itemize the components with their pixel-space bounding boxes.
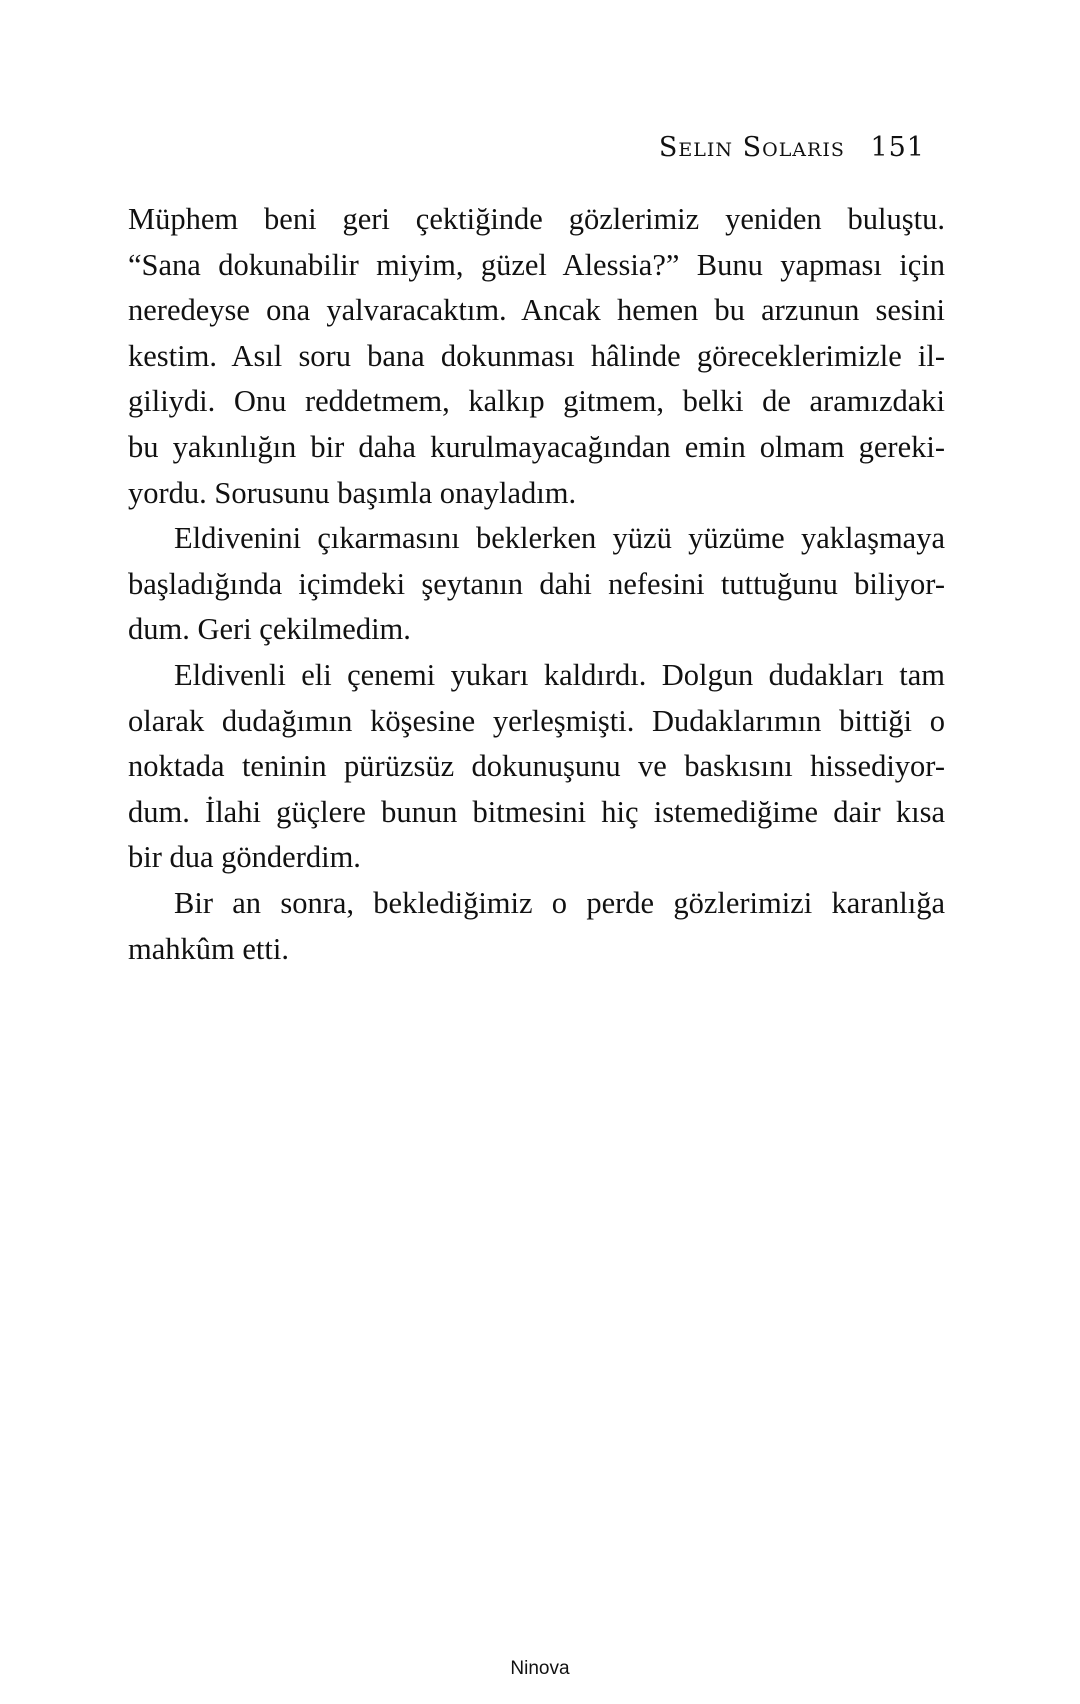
- running-title: Selin Solaris: [658, 132, 845, 163]
- running-header: [659, 132, 925, 163]
- body-text: [128, 197, 945, 972]
- paragraph: [128, 516, 945, 653]
- text-line: dum. İlahi güçlere bunun bitmesini hiç istemediğime dair kısa: [128, 794, 945, 829]
- paragraph: [128, 197, 945, 516]
- text-line: giliydi. Onu reddetmem, kalkıp gitmem, belki de aramızdaki: [128, 384, 945, 419]
- text-line: yordu. Sorusunu başımla onayladım.: [128, 475, 577, 510]
- text-line: Müphem beni geri çektiğinde gözlerimiz yeniden buluştu.: [128, 202, 945, 236]
- text-line: Eldivenli eli çenemi yukarı kaldırdı. Dolgun dudakları tam: [174, 657, 945, 692]
- text-line: kestim. Asıl soru bana dokunması hâlinde göreceklerimizle il-: [128, 338, 945, 373]
- text-line: olarak dudağımın köşesine yerleşmişti. Dudaklarımın bittiği o: [128, 703, 945, 738]
- paragraph: [128, 881, 945, 972]
- text-line: noktada teninin pürüzsüz dokunuşunu ve baskısını hissediyor-: [128, 749, 945, 784]
- publisher-footer: Ninova: [510, 1658, 570, 1679]
- paragraph: [128, 653, 945, 881]
- text-line: “Sana dokunabilir miyim, güzel Alessia?” Bunu yapması için: [128, 247, 945, 282]
- page-number: 151: [870, 132, 925, 163]
- text-line: neredeyse ona yalvaracaktım. Ancak hemen bu arzunun sesini: [128, 293, 945, 328]
- text-line: bu yakınlığın bir daha kurulmayacağından emin olmam gereki-: [128, 429, 945, 464]
- text-line: Bir an sonra, beklediğimiz o perde gözlerimizi karanlığa: [174, 885, 945, 920]
- text-line: bir dua gönderdim.: [128, 840, 361, 875]
- text-line: Eldivenini çıkarmasını beklerken yüzü yüzüme yaklaşmaya: [174, 521, 945, 556]
- text-line: dum. Geri çekilmedim.: [128, 612, 411, 647]
- text-line: mahkûm etti.: [128, 931, 289, 966]
- text-line: başladığında içimdeki şeytanın dahi nefesini tuttuğunu biliyor-: [128, 566, 945, 601]
